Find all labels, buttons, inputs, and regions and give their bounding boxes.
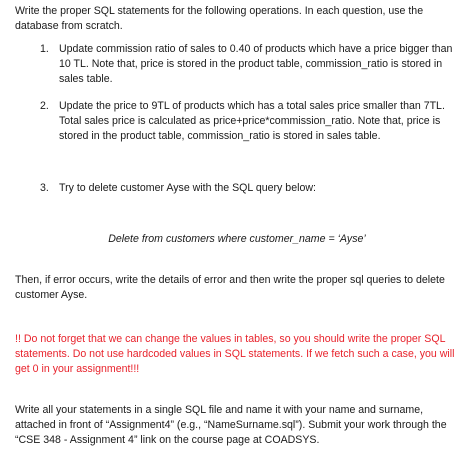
task-number: 1. <box>40 43 49 55</box>
task-item-2 <box>40 99 465 144</box>
sql-query-example: Delete from customers where customer_name = ‘Ayse’ <box>108 233 366 245</box>
error-instructions-paragraph: Then, if error occurs, write the details of error and then write the proper sql queries to delete customer Ayse. <box>15 274 445 301</box>
submission-instructions-paragraph: Write all your statements in a single SQL file and name it with your name and surname, attached in front of “Assignment4” (e.g., “NameSurname.sql”). Submit your work through the “CSE 348 - Assignment 4” link on the course page at COADSYS. <box>15 404 447 446</box>
task-text: Update commission ratio of sales to 0.40 of products which have a price bigger than 10 TL. Note that, price is stored in the product table, commission_ratio is stored in sales table. <box>59 43 453 85</box>
hardcoded-values-warning: !! Do not forget that we can change the values in tables, so you should write the proper SQL statements. Do not use hardcoded values in SQL statements. If we fetch such a case, you will get 0 in your assignment!!! <box>15 333 455 375</box>
intro-paragraph: Write the proper SQL statements for the following operations. In each question, use the database from scratch. <box>15 5 424 32</box>
task-text: Update the price to 9TL of products which has a total sales price smaller than 7TL. Total sales price is calculated as price+price*commission_ratio. Note that, price is stored in the product table, commission_ratio is stored in sales table. <box>59 100 445 142</box>
task-item-1 <box>40 42 465 87</box>
task-text: Try to delete customer Ayse with the SQL query below: <box>59 182 316 194</box>
task-number: 2. <box>40 100 49 112</box>
task-item-3 <box>40 181 465 196</box>
task-number: 3. <box>40 182 49 194</box>
